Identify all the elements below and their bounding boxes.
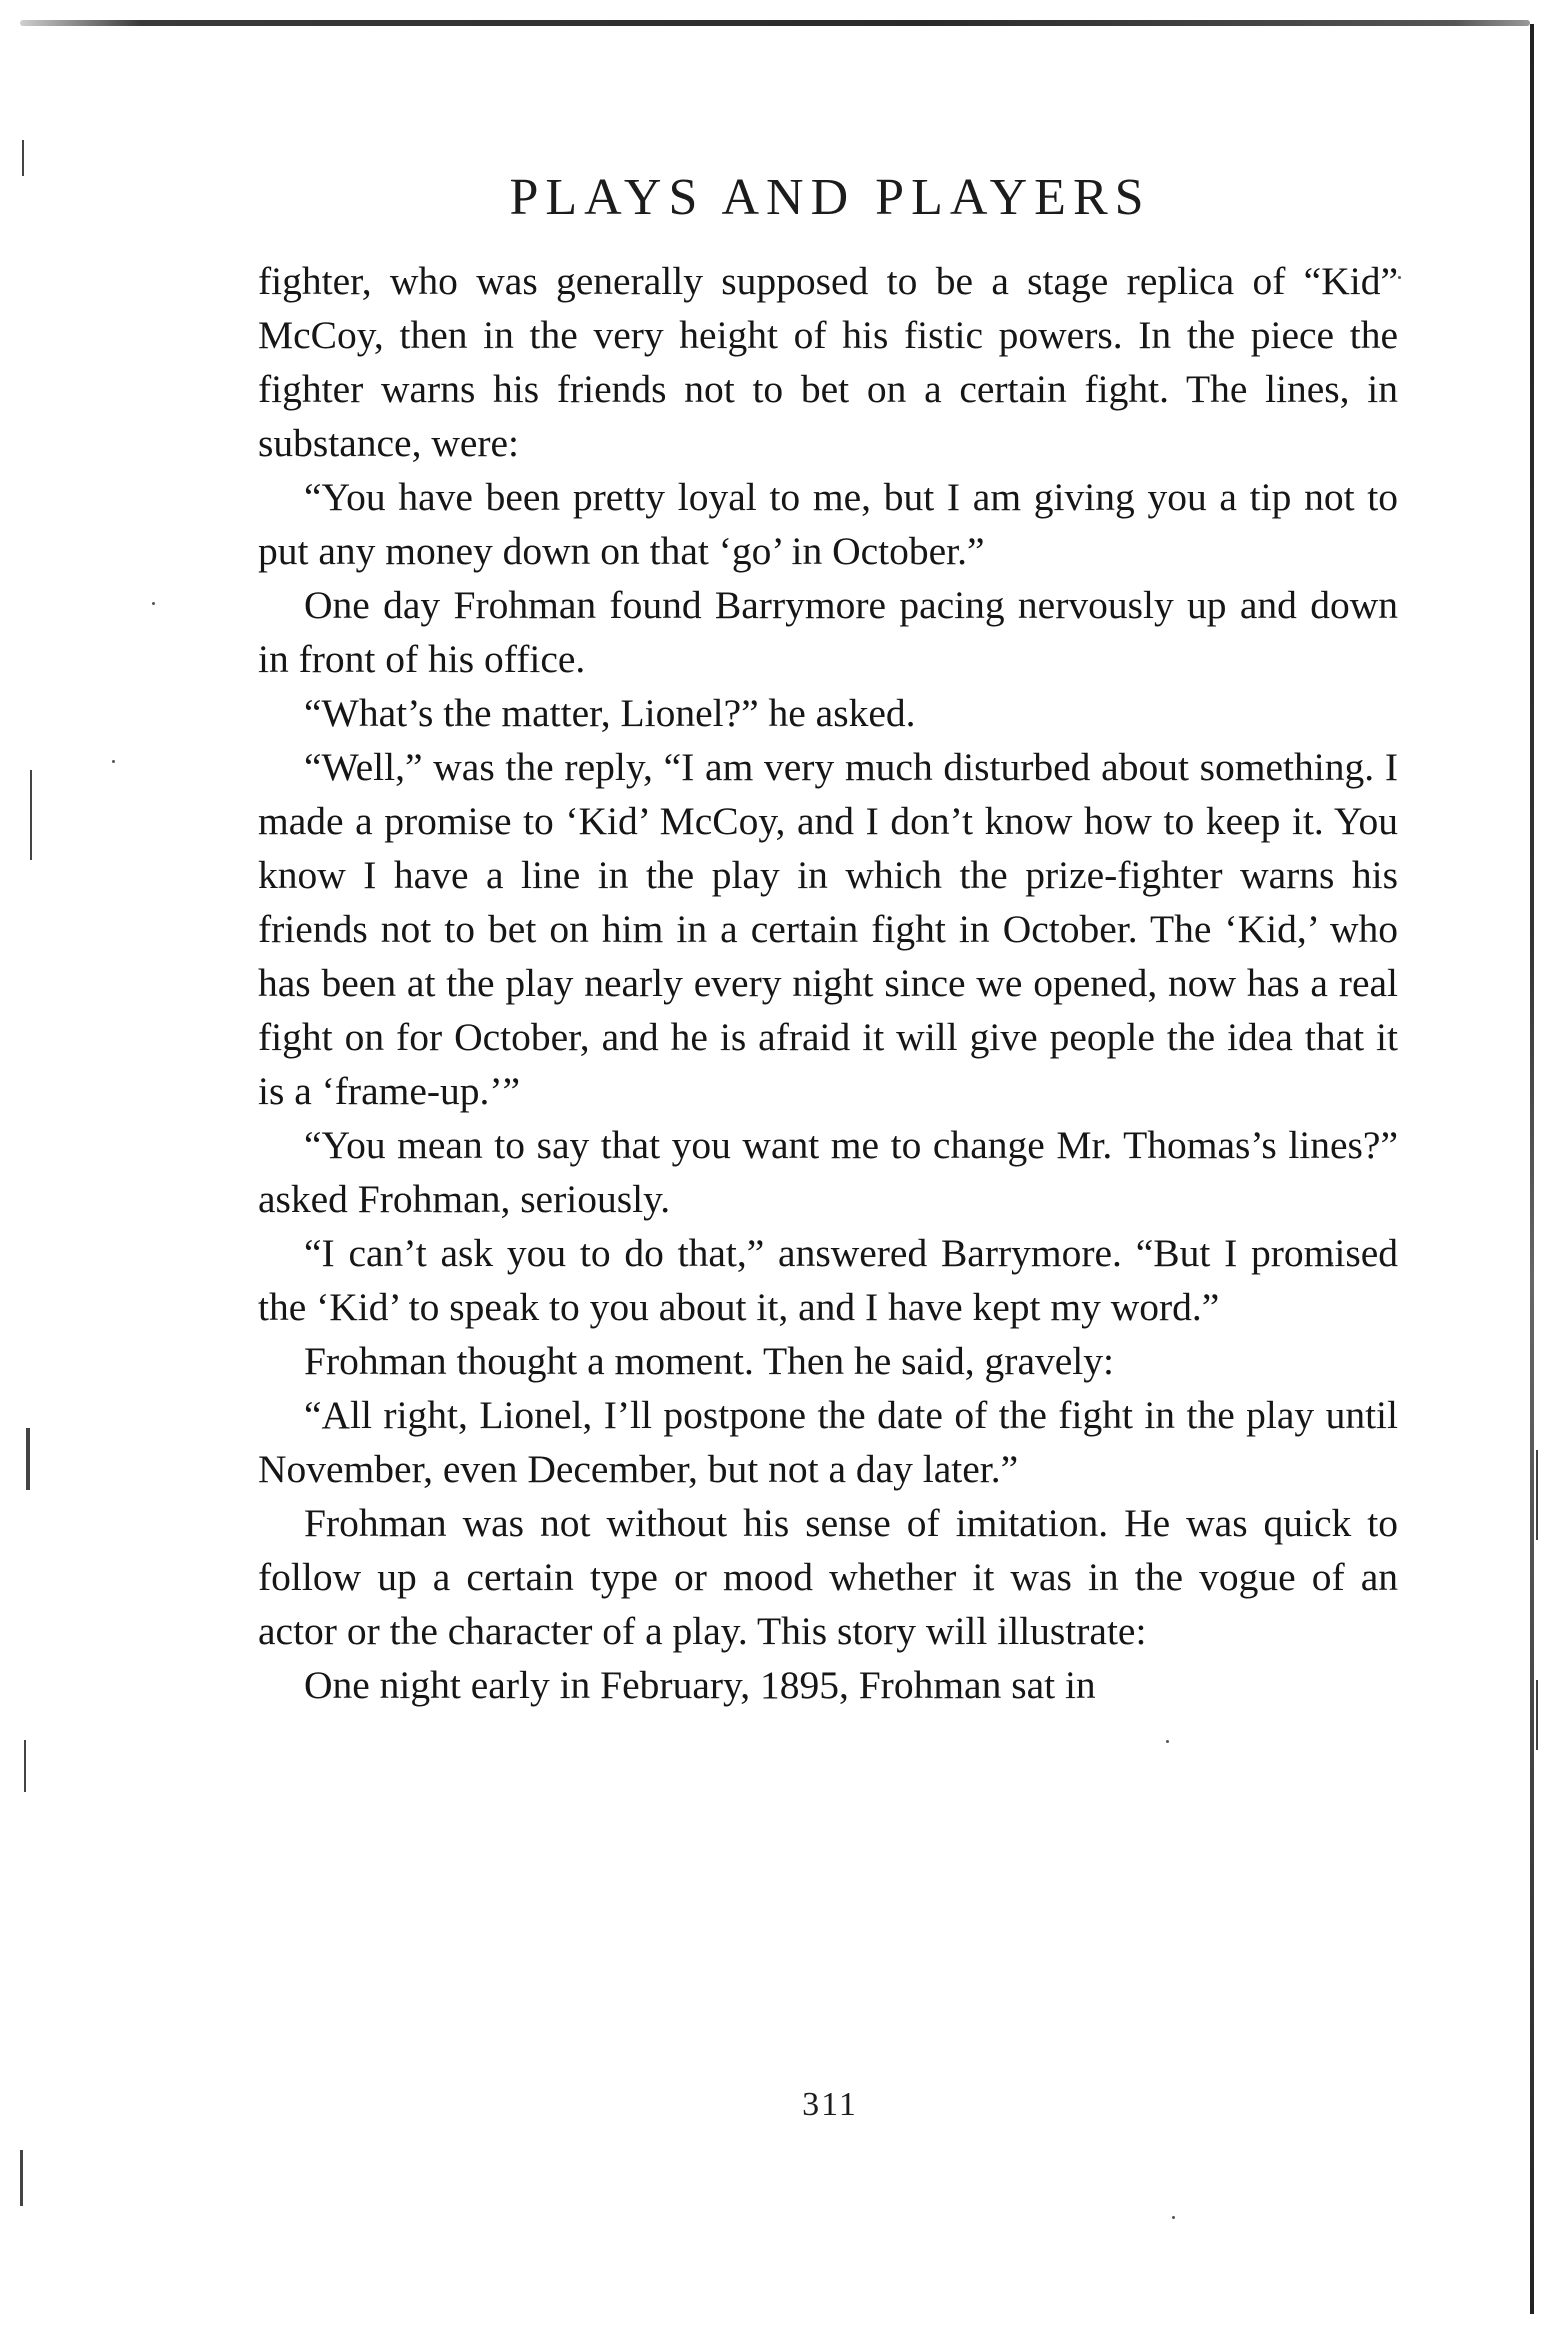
page-number: 311 — [802, 2086, 858, 2123]
paragraph: One day Frohman found Barrymore pacing nervously up and down in front of his office. — [258, 583, 1398, 681]
scan-speck — [1398, 276, 1401, 279]
scan-speck — [152, 602, 155, 605]
scan-artifact — [1536, 1680, 1538, 1750]
body-text — [258, 254, 1398, 1712]
running-head: PLAYS AND PLAYERS — [509, 169, 1151, 226]
scan-speck — [112, 760, 115, 763]
paragraph: “You mean to say that you want me to change Mr. Thomas’s lines?” asked Frohman, seriously. — [258, 1123, 1398, 1221]
paragraph: Frohman thought a moment. Then he said, gravely: — [304, 1339, 1114, 1383]
scan-artifact — [30, 770, 32, 860]
scan-speck — [1172, 2216, 1175, 2219]
scan-artifact — [20, 2150, 23, 2206]
scan-artifact — [24, 1740, 26, 1792]
paragraph: “Well,” was the reply, “I am very much disturbed about something. I made a promise to ‘Kid’ McCoy, and I don’t know how to keep it. You know I have a line in the play in which the prize-fighter warns his friends not to bet on him in a certain fight in October. The ‘Kid,’ who has been at the play nearly every night since we opened, now has a real fight on for October, and he is afraid it will give people the idea that it is a ‘frame-up.’” — [258, 745, 1398, 1113]
scan-speck — [1166, 1740, 1169, 1743]
paragraph: Frohman was not without his sense of imitation. He was quick to follow up a certain type or mood whether it was in the vogue of an actor or the character of a play. This story will illustrate: — [258, 1501, 1398, 1653]
paragraph: One night early in February, 1895, Frohman sat in — [304, 1663, 1096, 1707]
scan-artifact — [1536, 1450, 1538, 1540]
paragraph: “I can’t ask you to do that,” answered Barrymore. “But I promised the ‘Kid’ to speak to you about it, and I have kept my word.” — [258, 1231, 1398, 1329]
page-right-edge — [1530, 24, 1534, 2314]
scan-artifact — [26, 1428, 30, 1490]
paragraph: fighter, who was generally supposed to be a stage replica of “Kid” McCoy, then in the very height of his fistic powers. In the piece the fighter warns his friends not to bet on a certain fight. The lines, in substance, were: — [258, 259, 1398, 465]
paragraph: “All right, Lionel, I’ll postpone the date of the fight in the play until November, even December, but not a day later.” — [258, 1393, 1398, 1491]
paragraph: “What’s the matter, Lionel?” he asked. — [304, 691, 916, 735]
page-top-edge — [20, 20, 1530, 26]
paragraph: “You have been pretty loyal to me, but I am giving you a tip not to put any money down on that ‘go’ in October.” — [258, 475, 1398, 573]
